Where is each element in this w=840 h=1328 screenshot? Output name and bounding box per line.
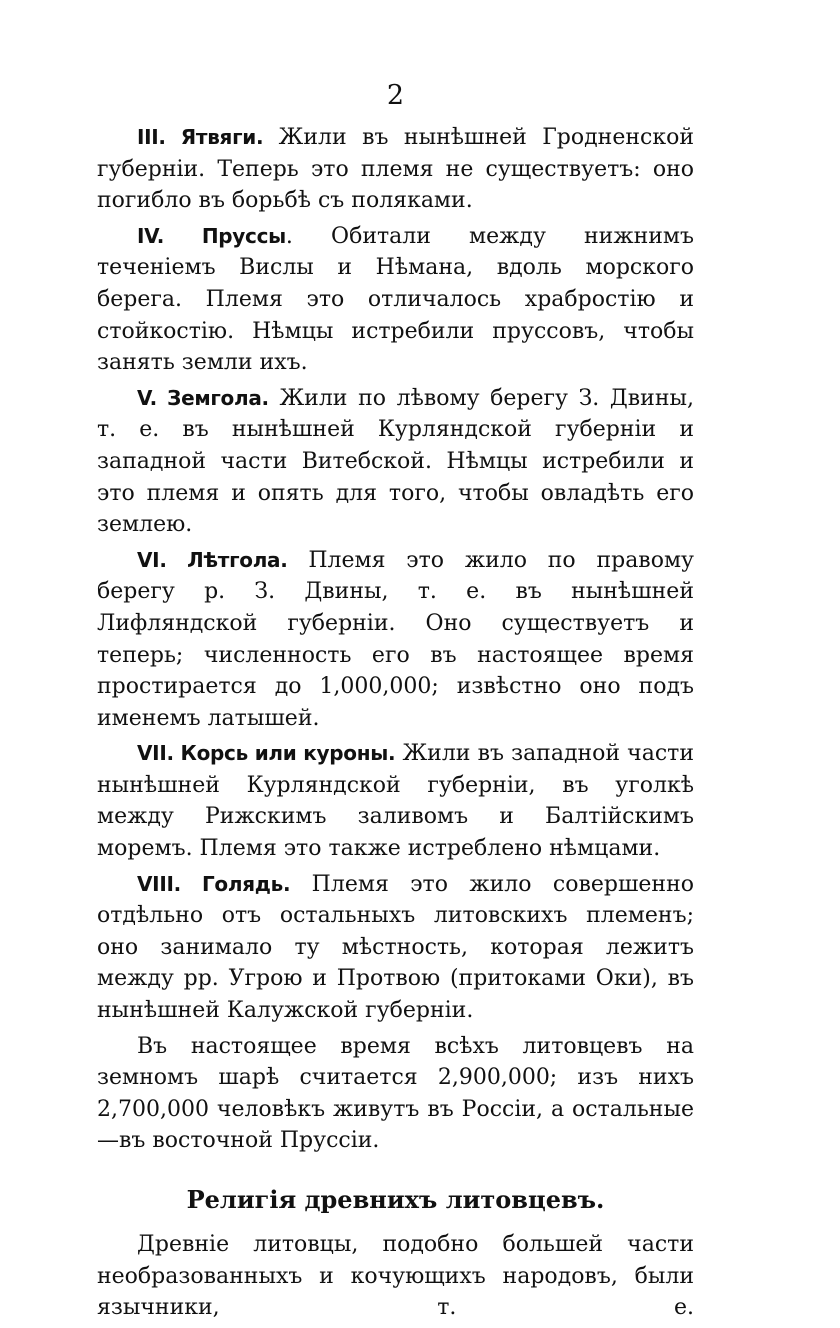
entry-kors: [97, 738, 694, 864]
summary-paragraph: Въ настоящее время всѣхъ литовцевъ на земномъ шарѣ считается 2,900,000; изъ нихъ 2,700,000 человѣкъ живутъ въ Россіи, а остальные—въ восточной Пруссіи.: [97, 1033, 694, 1154]
page-number: 2: [386, 80, 405, 111]
entry-label: III. Ятвяги.: [137, 125, 264, 149]
book-page: [97, 78, 694, 1328]
entry-prussy: [97, 221, 694, 379]
entry-yatvyagi: [97, 122, 694, 217]
entry-golyad: [97, 869, 694, 1027]
section-heading: Религія древнихъ литовцевъ.: [186, 1185, 605, 1214]
entry-zemgola: [97, 383, 694, 541]
entry-label: VI. Лѣтгола.: [137, 547, 288, 572]
entry-letgola: [97, 545, 694, 735]
entry-text: Племя это жило совершенно отдѣльно отъ остальныхъ литовскихъ племенъ; оно занимало ту мѣстность, которая лежитъ между рр. Угрою и Протвою (притоками Оки), въ нынѣшней Калужской губерніи.: [97, 871, 694, 1024]
entry-label: IV. Пруссы: [137, 223, 286, 248]
entry-text: Жили по лѣвому берегу З. Двины, т. е. въ нынѣшней Курляндской губерніи и западной части Витебской. Нѣмцы истребили и это племя и опять для того, чтобы овладѣть его землею.: [97, 385, 694, 538]
entry-text: Жили въ западной части нынѣшней Курляндской губерніи, въ уголкѣ между Рижскимъ заливомъ и Балтійскимъ моремъ. Племя это также истреблено нѣмцами.: [97, 741, 695, 862]
entry-label: VIII. Голядь.: [137, 871, 291, 896]
entry-text: . Обитали между нижнимъ теченіемъ Вислы и Нѣмана, вдоль морского берега. Племя это отличалось храбростію и стойкостію. Нѣмцы истребили пруссовъ, чтобы занять земли ихъ.: [97, 223, 694, 376]
entry-text: Жили въ нынѣшней Гродненской губерніи. Теперь это племя не существуетъ: оно погибло въ борьбѣ съ поляками.: [97, 125, 694, 214]
closing-paragraph: Древніе литовцы, подобно большей части необразованныхъ и кочующихъ народовъ, были язычники, т. е.: [97, 1232, 694, 1321]
entry-text: Племя это жило по правому берегу р. З. Двины, т. е. въ нынѣшней Лифляндской губерніи. Оно существуетъ и теперь; численность его въ настоящее время простирается до 1,000,000; извѣстно оно подъ именемъ латышей.: [97, 547, 694, 731]
entry-label: VII. Корсь или куроны.: [137, 741, 396, 766]
entry-label: V. Земгола.: [137, 385, 269, 410]
